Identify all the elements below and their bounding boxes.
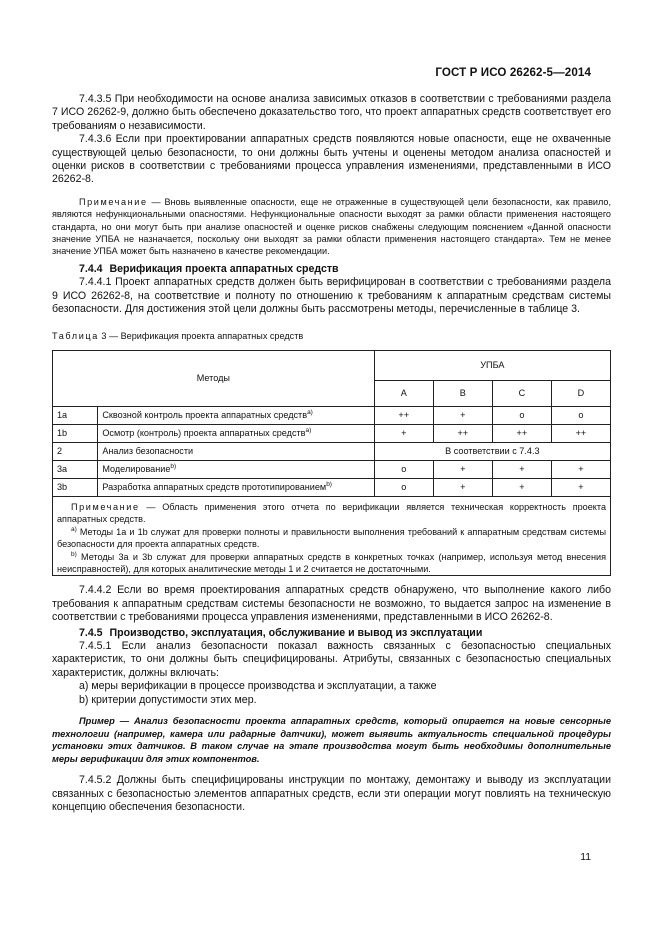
paragraph-7-4-3-5: 7.4.3.5 При необходимости на основе анализа зависимых отказов в соответствии с требованиями раздела 7 ИСО 26262-9, должно быть обеспечено доказательство того, что проект аппаратных средств соответствует его требованиям о независимости. — [52, 93, 611, 132]
note-label: Примечание — [79, 196, 148, 207]
section-number: 7.4.4 — [79, 262, 103, 275]
row-method: Разработка аппаратных средств прототипированием$^{b)}$ — [98, 478, 374, 496]
row-id: 1b — [53, 424, 98, 442]
row-value: ++ — [374, 406, 433, 424]
section-title: Производство, эксплуатация, обслуживание и вывод из эксплуатации — [109, 626, 483, 639]
section-heading-7-4-5 — [79, 627, 611, 640]
paragraph-7-4-3-6: 7.4.3.6 Если при проектировании аппаратных средств появляются новые опасности, еще не охваченные существующей целью безопасности, то они должны быть учтены и оценены методом анализа опасностей и оценки рисков в соответствии с требованиями процесса управления изменениями, представленными в ИСО 26262-8. — [52, 133, 611, 186]
asil-col-d: D — [551, 380, 610, 406]
row-value: + — [492, 460, 551, 478]
row-method: Осмотр (контроль) проекта аппаратных средств$^{a)}$ — [98, 424, 374, 442]
footnote-b: $^{b)}$ Методы 3a и 3b служат для проверки аппаратных средств в конкретных точках (например, используя метод внесения неисправностей), для которых аналитические методы 1 и 2 считается не достаточными. — [57, 550, 606, 574]
row-id: 1a — [53, 406, 98, 424]
list-item-b: b) критерии допустимости этих мер. — [79, 693, 257, 706]
note-text: — Вновь выявленные опасности, еще не отраженные в существующей цели безопасности, как правило, являются нефункциональными опасностями. Нефункциональные опасности выходят за рамки области применения настоящего стандарта, но они могут быть при анализе опасностей и оценке рисков снабжены следующим пояснением «Данной опасности значение УПБА не назначается, поскольку они выходят за рамки области применения настоящего стандарта». Тем не менее значение УПБА может быть назначено в качестве рекомендации. — [52, 196, 611, 257]
row-value: ++ — [433, 424, 492, 442]
row-id: 3a — [53, 460, 98, 478]
row-value: + — [492, 478, 551, 496]
table-row — [53, 460, 611, 478]
paragraph-7-4-5-2: 7.4.5.2 Должны быть специфицированы инструкции по монтажу, демонтажу и выводу из эксплуатации связанных с безопасностью элементов аппаратных средств, если эти операции могут повлиять на техническую концепцию обеспечения безопасности. — [52, 774, 611, 814]
note-1 — [52, 196, 611, 258]
row-value: + — [433, 478, 492, 496]
table-note: Примечание — Область применения этого отчета по верификации является техническая корректность проекта аппаратных средств. — [57, 501, 606, 525]
paragraph-7-4-4-1: 7.4.4.1 Проект аппаратных средств должен быть верифицирован в соответствии с требованиями раздела 9 ИСО 26262-8, на соответствие и полноту по отношению к требованиям к аппаратным средствам системы безопасности. Для достижения этой цели должны быть рассмотрены методы, перечисленные в таблице 3. — [52, 276, 611, 316]
row-method: Анализ безопасности — [98, 442, 374, 460]
section-title: Верификация проекта аппаратных средств — [109, 262, 339, 275]
row-id: 3b — [53, 478, 98, 496]
row-value: + — [374, 424, 433, 442]
example-block: Пример — Анализ безопасности проекта аппаратных средств, который опирается на новые сенсорные технологии (например, камера или радарные датчики), может выявить актуальность специальной процедуры установки этих датчиков. В таком случае на этапе производства могут быть необходимы дополнительные меры верификации для этих компонентов. — [52, 716, 611, 764]
methods-header: Методы — [53, 350, 375, 406]
row-method: Моделирование$^{b)}$ — [98, 460, 374, 478]
table-row — [53, 424, 611, 442]
row-value: o — [374, 460, 433, 478]
page-number: 11 — [580, 852, 591, 863]
table-row — [53, 478, 611, 496]
table-caption-text: 3 — Верификация проекта аппаратных средств — [98, 330, 304, 341]
table-row — [53, 406, 611, 424]
table-notes — [53, 496, 611, 575]
table-row — [53, 442, 611, 460]
footnote-a: $^{a)}$ Методы 1a и 1b служат для проверки полноты и правильности выполнения требований к аппаратным средствам системы безопасности для проекта аппаратных средств. — [57, 525, 606, 550]
row-value: o — [374, 478, 433, 496]
asil-col-b: B — [433, 380, 492, 406]
row-value: + — [433, 460, 492, 478]
paragraph-7-4-4-2: 7.4.4.2 Если во время проектирования аппаратных средств обнаружено, что выполнение какого либо требования к аппаратным средствам системы безопасности не возможно, то выдается запрос на изменение в соответствии с требованиями процесса управления изменениями, представленными в ИСО 26262-8. — [52, 584, 611, 624]
table-caption — [52, 330, 611, 343]
row-id: 2 — [53, 442, 98, 460]
verification-methods-table — [52, 350, 611, 576]
asil-col-c: C — [492, 380, 551, 406]
row-value: ++ — [551, 424, 610, 442]
asil-col-a: A — [374, 380, 433, 406]
row-method: Сквозной контроль проекта аппаратных средств$^{a)}$ — [98, 406, 374, 424]
row-value: o — [492, 406, 551, 424]
row-value: + — [551, 460, 610, 478]
asil-header: УПБА — [374, 350, 610, 380]
row-value: o — [551, 406, 610, 424]
page-content — [52, 93, 611, 815]
table-caption-label: Таблица — [52, 330, 99, 341]
section-heading-7-4-4 — [79, 263, 611, 276]
list-item-a: a) меры верификации в процессе производства и эксплуатации, а также — [79, 680, 437, 693]
paragraph-7-4-5-1: 7.4.5.1 Если анализ безопасности показал важность связанных с безопасностью специальных характеристик, то они должны быть специфицированы. Атрибуты, связанных с безопасностью специальных характеристик, должны включать: — [52, 639, 611, 679]
section-number: 7.4.5 — [79, 626, 103, 639]
row-span-value: В соответствии с 7.4.3 — [374, 442, 610, 460]
row-value: ++ — [492, 424, 551, 442]
row-value: + — [551, 478, 610, 496]
document-id-header: ГОСТ Р ИСО 26262-5—2014 — [435, 66, 591, 79]
row-value: + — [433, 406, 492, 424]
